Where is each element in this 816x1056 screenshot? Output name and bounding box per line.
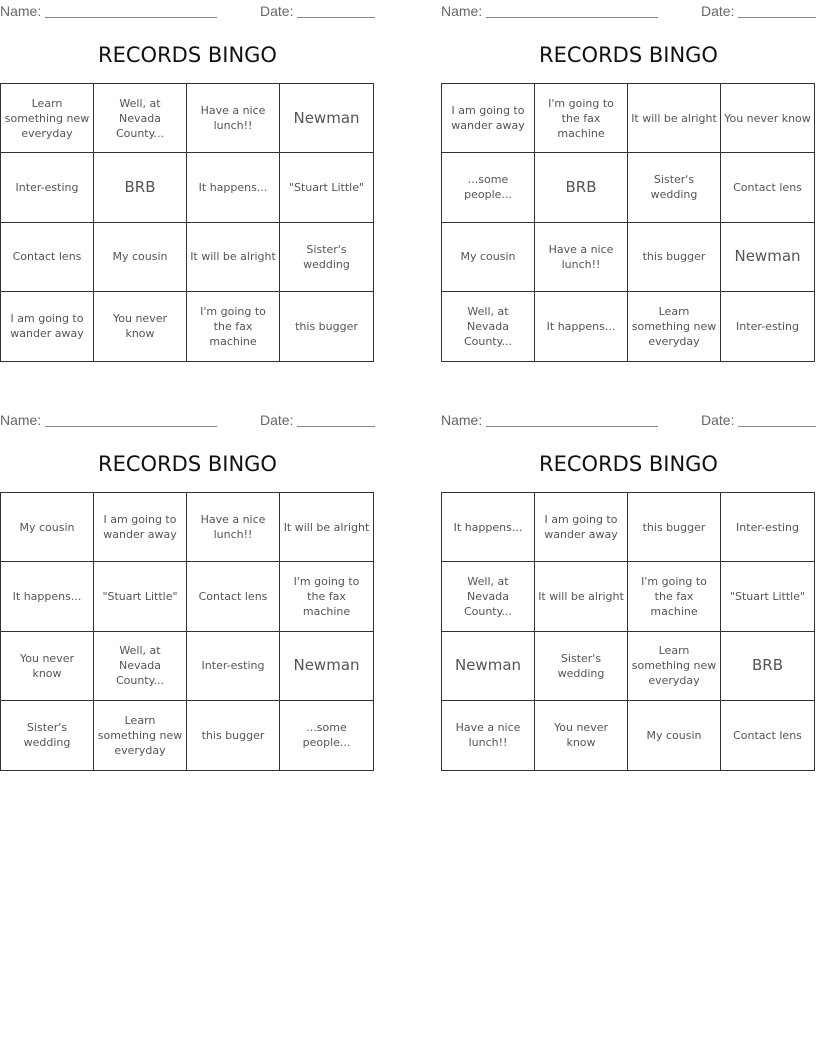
bingo-cell[interactable]: It happens... [535, 292, 628, 361]
bingo-cell[interactable]: Have a nice lunch!! [187, 84, 280, 153]
card-title: RECORDS BINGO [539, 452, 718, 476]
bingo-card [0, 0, 375, 348]
bingo-cell[interactable]: Well, at Nevada County... [442, 562, 535, 631]
bingo-grid [441, 492, 815, 771]
bingo-cell[interactable]: Contact lens [187, 562, 280, 631]
bingo-card [441, 0, 816, 348]
card-header [441, 409, 816, 433]
bingo-cell[interactable]: Sister's wedding [1, 701, 94, 770]
bingo-cell[interactable]: Newman [721, 223, 814, 292]
bingo-cell[interactable]: It happens... [1, 562, 94, 631]
bingo-cell[interactable]: I am going to wander away [442, 84, 535, 153]
bingo-cell[interactable]: I am going to wander away [535, 493, 628, 562]
bingo-cell[interactable]: Inter-esting [1, 153, 94, 222]
bingo-cell[interactable]: Contact lens [1, 223, 94, 292]
bingo-cell[interactable]: this bugger [628, 493, 721, 562]
bingo-cell[interactable]: You never know [94, 292, 187, 361]
bingo-cell[interactable]: Inter-esting [736, 319, 799, 333]
bingo-cell[interactable]: Well, at Nevada County... [442, 292, 535, 361]
bingo-grid [0, 492, 374, 771]
bingo-cell[interactable]: Have a nice lunch!! [442, 701, 535, 770]
bingo-cell[interactable]: You never know [535, 701, 628, 770]
card-title: RECORDS BINGO [98, 452, 277, 476]
bingo-cell[interactable]: It will be alright [187, 223, 280, 292]
card-header [441, 0, 816, 24]
bingo-cell[interactable]: I'm going to the fax machine [280, 562, 373, 631]
bingo-cell[interactable]: I am going to wander away [94, 493, 187, 562]
bingo-cell[interactable]: Sister's wedding [628, 153, 721, 222]
bingo-cell[interactable]: "Stuart Little" [94, 562, 187, 631]
bingo-cell[interactable]: Newman [280, 84, 373, 153]
name-blank[interactable] [486, 17, 658, 18]
name-blank[interactable] [45, 17, 217, 18]
bingo-cell[interactable]: Learn something new everyday [628, 292, 721, 361]
bingo-cell[interactable]: BRB [535, 153, 628, 222]
bingo-cell[interactable]: ...some people... [442, 153, 535, 222]
bingo-cell[interactable]: My cousin [442, 223, 535, 292]
bingo-cell[interactable]: You never know [1, 632, 94, 701]
bingo-cell[interactable]: BRB [94, 153, 187, 222]
bingo-cell[interactable]: Learn something new everyday [628, 632, 721, 701]
name-label: Name: [441, 3, 483, 19]
bingo-cell[interactable]: It will be alright [628, 84, 721, 153]
bingo-cell[interactable]: It will be alright [280, 493, 373, 562]
bingo-cell[interactable]: I'm going to the fax machine [628, 562, 721, 631]
bingo-cell[interactable]: You never know [721, 84, 814, 153]
bingo-cell[interactable]: I'm going to the fax machine [535, 84, 628, 153]
date-label: Date: [701, 3, 735, 19]
name-label: Name: [0, 412, 42, 428]
name-blank[interactable] [45, 426, 217, 427]
date-label: Date: [260, 412, 294, 428]
bingo-cell[interactable]: My cousin [94, 223, 187, 292]
bingo-cell[interactable]: Learn something new everyday [1, 84, 94, 153]
bingo-cell[interactable]: Sister's wedding [280, 223, 373, 292]
bingo-card [441, 409, 816, 750]
bingo-cell[interactable]: BRB [721, 632, 814, 701]
card-header [0, 0, 375, 24]
name-blank[interactable] [486, 426, 658, 427]
bingo-cell[interactable]: It will be alright [535, 562, 628, 631]
bingo-cell[interactable]: Well, at Nevada County... [94, 84, 187, 153]
date-blank[interactable] [297, 426, 375, 427]
bingo-cell[interactable]: Contact lens [733, 728, 802, 742]
bingo-cell[interactable]: this bugger [295, 319, 358, 333]
name-label: Name: [441, 412, 483, 428]
bingo-cell[interactable]: Learn something new everyday [94, 701, 187, 770]
card-title: RECORDS BINGO [539, 43, 718, 67]
bingo-cell[interactable]: Well, at Nevada County... [94, 632, 187, 701]
bingo-cell[interactable]: "Stuart Little" [280, 153, 373, 222]
date-blank[interactable] [738, 17, 816, 18]
bingo-cell[interactable]: It happens... [442, 493, 535, 562]
bingo-cell[interactable]: "Stuart Little" [721, 562, 814, 631]
bingo-cell[interactable]: this bugger [187, 701, 280, 770]
bingo-cell[interactable]: Have a nice lunch!! [535, 223, 628, 292]
bingo-cell[interactable]: this bugger [628, 223, 721, 292]
bingo-cell[interactable]: Inter-esting [187, 632, 280, 701]
bingo-grid [0, 83, 374, 362]
bingo-cell[interactable]: Have a nice lunch!! [187, 493, 280, 562]
date-blank[interactable] [738, 426, 816, 427]
bingo-cell[interactable]: I'm going to the fax machine [187, 292, 280, 361]
bingo-cell[interactable]: I am going to wander away [1, 292, 94, 361]
date-label: Date: [701, 412, 735, 428]
bingo-cell[interactable]: My cousin [628, 701, 721, 770]
bingo-cell[interactable]: ...some people... [302, 721, 351, 750]
bingo-cell[interactable]: It happens... [187, 153, 280, 222]
date-blank[interactable] [297, 17, 375, 18]
bingo-cell[interactable]: Newman [280, 632, 373, 701]
card-title: RECORDS BINGO [98, 43, 277, 67]
bingo-grid [441, 83, 815, 362]
bingo-cell[interactable]: Contact lens [721, 153, 814, 222]
bingo-card [0, 409, 375, 757]
date-label: Date: [260, 3, 294, 19]
card-header [0, 409, 375, 433]
name-label: Name: [0, 3, 42, 19]
bingo-cell[interactable]: Inter-esting [721, 493, 814, 562]
bingo-cell[interactable]: Newman [442, 632, 535, 701]
bingo-cell[interactable]: My cousin [1, 493, 94, 562]
bingo-cell[interactable]: Sister's wedding [535, 632, 628, 701]
